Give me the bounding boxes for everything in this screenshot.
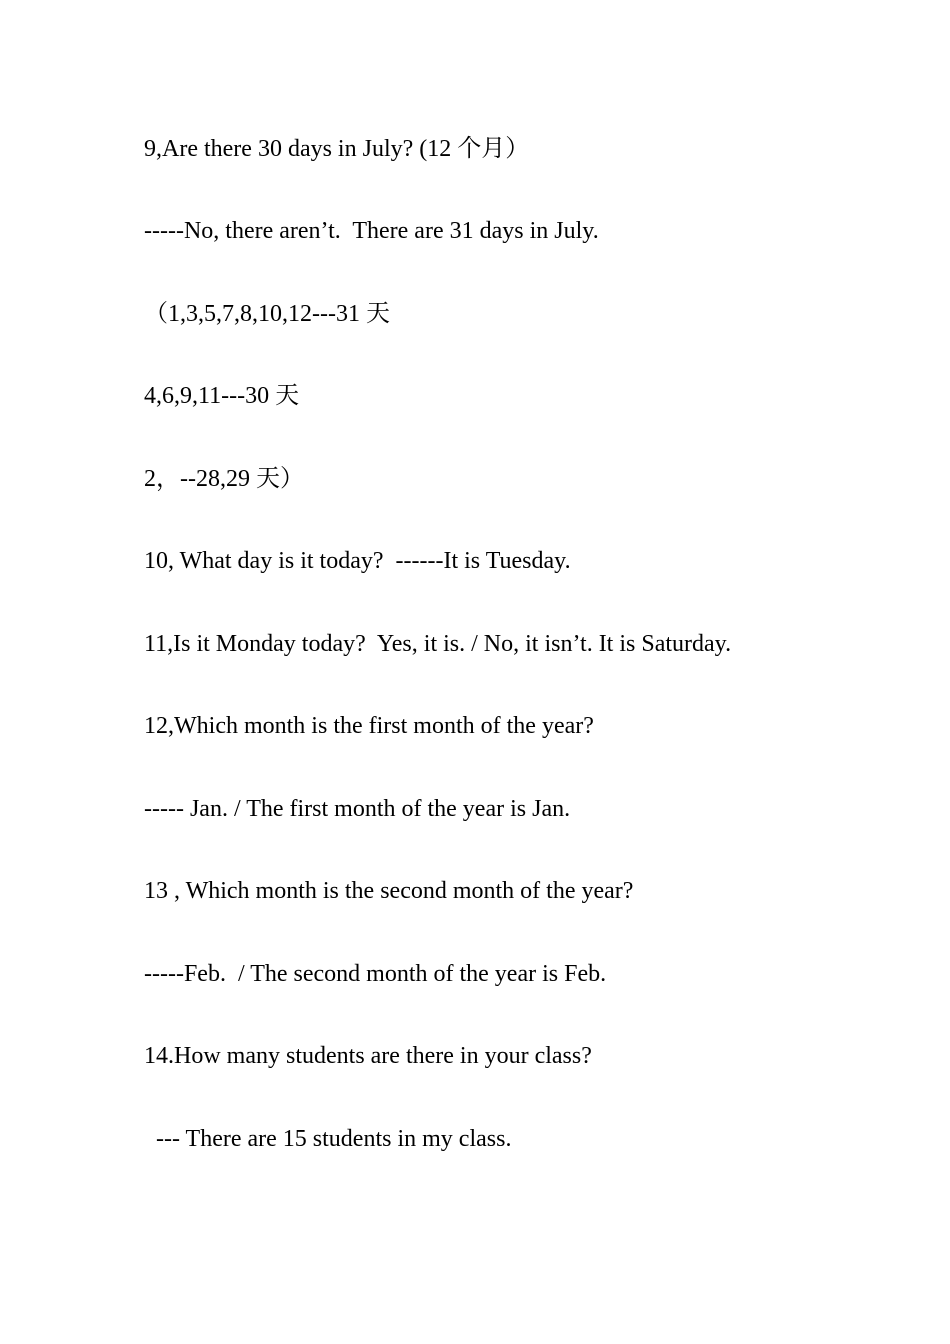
question-13: 13 , Which month is the second month of the year? bbox=[144, 878, 634, 904]
question-answer-11: 11,Is it Monday today? Yes, it is. / No, it isn’t. It is Saturday. bbox=[144, 631, 732, 657]
note-30-days: 4,6,9,11---30 天 bbox=[144, 383, 300, 409]
note-31-days: （1,3,5,7,8,10,12---31 天 bbox=[144, 301, 390, 327]
note-february-days: 2，--28,29 天） bbox=[144, 466, 304, 492]
question-9: 9,Are there 30 days in July? (12 个月） bbox=[144, 136, 530, 162]
answer-13: -----Feb. / The second month of the year is Feb. bbox=[144, 961, 607, 987]
question-14: 14.How many students are there in your class? bbox=[144, 1043, 592, 1069]
answer-9: -----No, there aren’t. There are 31 days in July. bbox=[144, 218, 599, 244]
answer-12: ----- Jan. / The first month of the year is Jan. bbox=[144, 796, 571, 822]
question-12: 12,Which month is the first month of the year? bbox=[144, 713, 594, 739]
answer-14: --- There are 15 students in my class. bbox=[144, 1126, 512, 1152]
question-answer-10: 10, What day is it today? ------It is Tuesday. bbox=[144, 548, 571, 574]
